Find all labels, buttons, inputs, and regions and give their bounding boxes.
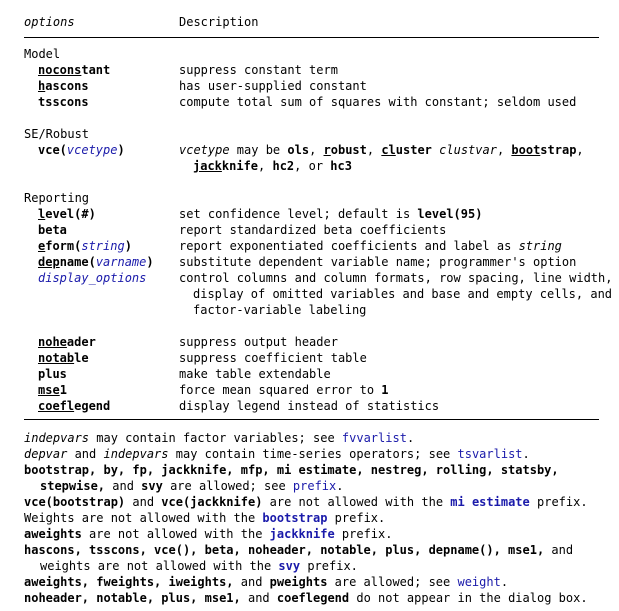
fvvarlist-link[interactable]: fvvarlist [341,431,407,445]
display-options-link[interactable]: display_options [38,271,147,285]
bootstrap-link[interactable]: bootstrap [262,511,328,525]
text: Weights are not allowed with the [24,511,263,525]
text: report exponentiated coefficients and label as [179,239,519,253]
option-rest: name( [59,255,96,269]
text: , [366,143,382,157]
desc-coeflegend: display legend instead of statistics [179,399,440,413]
text: stepwise, [40,479,106,493]
desc-depname: substitute dependent variable name; programmer's option [179,255,577,269]
note-prefixes-line2 [40,478,343,494]
text: may contain time-series operators; see [168,447,458,461]
hc3-word: hc3 [330,159,352,173]
option-close: ) [117,143,125,157]
tsvarlist-link[interactable]: tsvarlist [457,447,523,461]
option-noheader [38,334,96,350]
option-hascons [38,78,89,94]
text: and [105,479,142,493]
text: svy [141,479,163,493]
text: hascons, tsscons, vce(), beta, noheader, notable, plus, depname(), mse1, [24,543,545,557]
prefix-link[interactable]: prefix [292,479,337,493]
section-title-model: Model [24,47,61,61]
option-name: vce( [38,143,67,157]
text: , or [294,159,331,173]
section-title-reporting: Reporting [24,191,90,205]
option-noconstant [38,62,110,78]
text: are not allowed with the [81,527,270,541]
option-abbrev: h [38,79,46,93]
text: prefix. [327,511,386,525]
text: and [233,575,270,589]
robust-rest: obust [330,143,367,157]
text: , [258,159,273,173]
text: prefix. [334,527,393,541]
option-close: ) [124,239,132,253]
level-default: level(95) [417,207,483,221]
desc-eform [179,238,562,254]
note-aweights-jackknife [24,526,392,542]
text: are not allowed with the [262,495,451,509]
option-abbrev: dep [38,255,60,269]
option-rest: tant [81,63,111,77]
string-word: string [518,239,562,253]
option-rest: 1 [59,383,67,397]
vcetype-link[interactable]: vcetype [66,143,118,157]
text: and [67,447,104,461]
weight-link[interactable]: weight [457,575,501,589]
text: are allowed; see [327,575,458,589]
text: and [240,591,277,605]
text: noheader, notable, plus, mse1, [24,591,241,605]
note-weights-allowed [24,574,508,590]
note-weights-bootstrap [24,510,385,526]
desc-plus: make table extendable [179,367,331,381]
option-level [38,206,96,222]
options-column-header: options [24,15,75,29]
option-eform [38,238,132,254]
cluster-rest: uster [395,143,432,157]
text: vce(bootstrap) [24,495,126,509]
option-abbrev: nohe [38,335,67,349]
option-plus: plus [38,367,67,381]
text: . [406,431,415,445]
option-abbrev: l [38,207,46,221]
header-rule [24,37,599,38]
vcetype-word: vcetype [179,143,230,157]
description-column-header: Description [179,15,259,29]
note-svy-line1 [24,542,573,558]
jackknife-rest: knife [221,159,259,173]
cluster-abbrev: cl [381,143,396,157]
option-abbrev: coefl [38,399,75,413]
option-abbrev: notab [38,351,75,365]
varname-link[interactable]: varname [95,255,147,269]
option-rest: le [74,351,89,365]
option-abbrev: nocons [38,63,82,77]
text: , [496,143,512,157]
bootstrap-abbrev: boot [511,143,541,157]
text: . [522,447,530,461]
text: prefix. [300,559,358,573]
option-rest: ascons [45,79,89,93]
text: . [500,575,509,589]
text: may be [229,143,288,157]
text: vce(jackknife) [161,495,263,509]
text: , [576,143,584,157]
desc-vce-line1 [179,142,584,158]
desc-hascons: has user-supplied constant [179,79,367,93]
option-vce [38,142,125,158]
note-dialog-box [24,590,588,606]
jackknife-link[interactable]: jackknife [269,527,335,541]
option-abbrev: e [38,239,46,253]
mi-estimate-link[interactable]: mi estimate [450,495,530,509]
desc-mse1 [179,382,389,398]
footer-rule [24,419,599,420]
text: , [309,143,324,157]
option-rest: ader [66,335,96,349]
desc-level [179,206,482,222]
note-prefixes-line1: bootstrap, by, fp, jackknife, mfp, mi estimate, nestreg, rolling, statsby, [24,463,559,477]
text: do not appear in the dialog box. [349,591,588,605]
text: aweights [24,527,82,541]
desc-tsscons: compute total sum of squares with constant; seldom used [179,95,577,109]
desc-vce-line2 [193,158,352,174]
hc2-word: hc2 [272,159,295,173]
note-indepvars [24,430,414,446]
option-tsscons: tsscons [38,95,89,109]
text: aweights, fweights, iweights, [24,575,234,589]
text: prefix. [529,495,588,509]
note-svy-line2 [40,558,358,574]
text: pweights [269,575,328,589]
text: . [336,479,344,493]
section-title-se-robust: SE/Robust [24,127,90,141]
bootstrap-rest: strap [540,143,577,157]
note-depvar [24,446,530,462]
robust-abbrev: r [323,143,331,157]
option-close: ) [146,255,154,269]
desc-noconstant: suppress constant term [179,63,338,77]
desc-noheader: suppress output header [179,335,338,349]
text: indepvars [24,431,90,445]
option-rest: form( [45,239,82,253]
text: coeflegend [276,591,350,605]
option-depname [38,254,154,270]
text: set confidence level; default is [179,207,418,221]
text: indepvars [103,447,169,461]
jackknife-abbrev: jack [193,159,222,173]
option-notable [38,350,89,366]
text: depvar [24,447,68,461]
option-coeflegend [38,398,110,414]
note-vce-bootstrap [24,494,588,510]
option-abbrev: mse [38,383,60,397]
mse1-value: 1 [381,383,389,397]
option-beta: beta [38,223,67,237]
desc-display-options-line3: factor-variable labeling [193,303,367,317]
ols-word: ols [287,143,310,157]
clustvar-word: clustvar [439,143,497,157]
option-rest: egend [74,399,111,413]
option-mse1 [38,382,67,398]
text: force mean squared error to [179,383,382,397]
text: and [544,543,574,557]
svy-link[interactable]: svy [278,559,301,573]
option-rest: evel(#) [45,207,96,221]
desc-beta: report standardized beta coefficients [179,223,447,237]
desc-notable: suppress coefficient table [179,351,367,365]
desc-display-options-line2: display of omitted variables and base and empty cells, and [193,287,613,301]
string-link[interactable]: string [81,239,125,253]
text: may contain factor variables; see [89,431,342,445]
desc-display-options-line1: control columns and column formats, row spacing, line width, [179,271,613,285]
text: are allowed; see [162,479,293,493]
text: and [125,495,162,509]
text: weights are not allowed with the [40,559,279,573]
